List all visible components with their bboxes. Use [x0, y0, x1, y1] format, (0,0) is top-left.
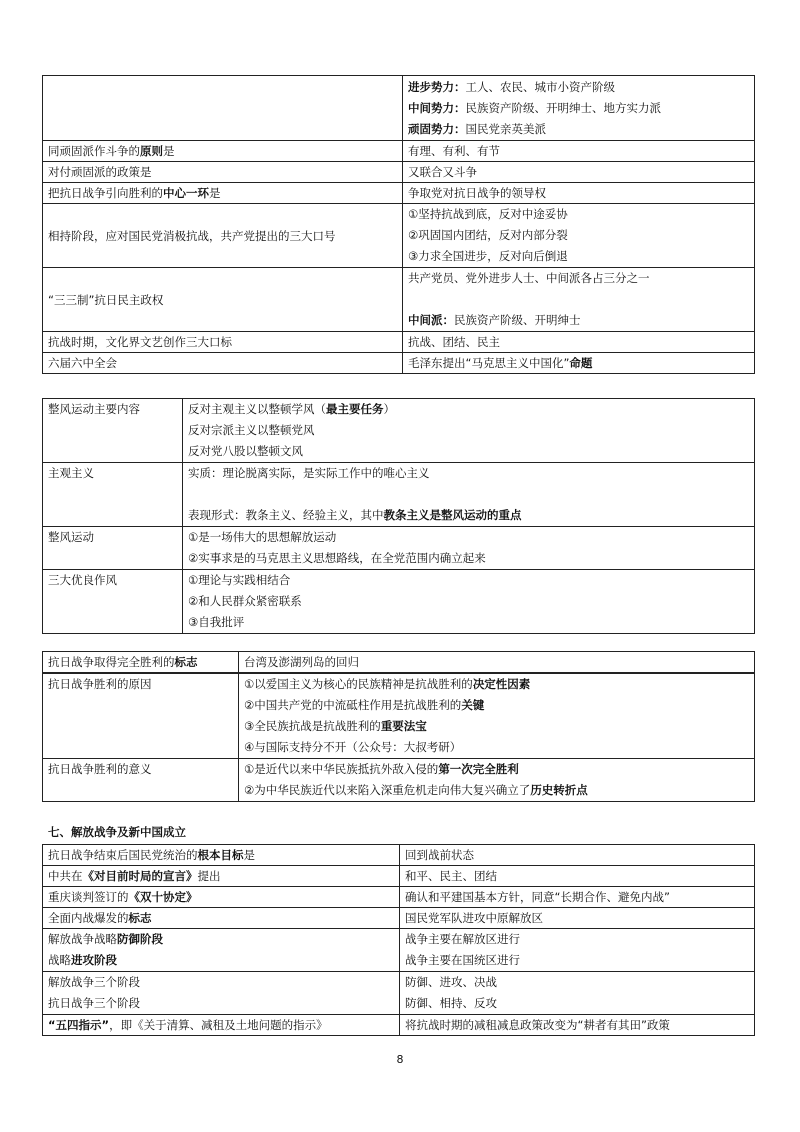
cell-line: 解放战争战略防御阶段 [48, 932, 163, 946]
cell-line [188, 484, 749, 505]
cell-line: 反对主观主义以整顿学风（最主要任务） [188, 402, 395, 416]
table-cell: 六届六中全会 [43, 353, 403, 374]
cell-line: 战争主要在解放区进行 [405, 932, 520, 946]
table-row [43, 463, 755, 527]
cell-line: 抗日战争三个阶段 [48, 996, 140, 1010]
table-cell: 抗日战争结束后国民党统治的根本目标是 [43, 845, 400, 866]
table-cell [43, 972, 400, 1015]
table-cell [43, 929, 400, 972]
cell-line: ②巩固国内团结，反对内部分裂 [408, 228, 568, 242]
table-cell [403, 268, 755, 332]
table-cell [183, 463, 755, 527]
table-liberation-war [42, 844, 755, 1036]
cell-line: ②为中华民族近代以来陷入深重危机走向伟大复兴确立了历史转折点 [244, 783, 588, 797]
table-cell: 抗战时期，文化界文艺创作三大口标 [43, 332, 403, 353]
table-cell [400, 972, 755, 1015]
cell-line: ①坚持抗战到底，反对中途妥协 [408, 207, 568, 221]
cell-line: ③力求全国进步，反对向后倒退 [408, 249, 568, 263]
table-cell: 又联合又斗争 [403, 162, 755, 183]
table-cell: 主观主义 [43, 463, 183, 527]
cell-line: ②中国共产党的中流砥柱作用是抗战胜利的关键 [244, 698, 485, 712]
table-victory-reasons [42, 673, 755, 802]
table-cell [239, 759, 755, 802]
table-row [43, 866, 755, 887]
table-row [43, 76, 755, 141]
table-cell: 台湾及澎湖列岛的回归 [239, 652, 755, 673]
table-row [43, 183, 755, 204]
cell-line: 反对宗派主义以整顿党风 [188, 423, 315, 437]
table-row [43, 674, 755, 759]
table-cell: 抗战、团结、民主 [403, 332, 755, 353]
table-row [43, 570, 755, 634]
table-cell: “五四指示”，即《关于清算、减租及土地问题的指示》 [43, 1015, 400, 1036]
cell-line: ③自我批评 [188, 615, 245, 629]
table-cell: 中共在《对目前时局的宣言》提出 [43, 866, 400, 887]
table-cell: 争取党对抗日战争的领导权 [403, 183, 755, 204]
table-cell: 全面内战爆发的标志 [43, 908, 400, 929]
table-anti-japanese-united-front [42, 75, 755, 374]
table-cell: 确认和平建国基本方针，同意“长期合作、避免内战” [400, 887, 755, 908]
cell-line: 反对党八股以整顿文风 [188, 444, 303, 458]
table-row [43, 1015, 755, 1036]
table-victory-of-resistance [42, 651, 755, 673]
table-cell: 将抗战时期的减租减息政策改变为“耕者有其田”政策 [400, 1015, 755, 1036]
table-cell [403, 76, 755, 141]
table-cell: 三大优良作风 [43, 570, 183, 634]
table-cell: “三三制”抗日民主政权 [43, 268, 403, 332]
table-row [43, 759, 755, 802]
table-cell: 把抗日战争引向胜利的中心一环是 [43, 183, 403, 204]
table-row [43, 204, 755, 268]
table-cell: 有理、有利、有节 [403, 141, 755, 162]
cell-line: ①理论与实践相结合 [188, 573, 291, 587]
table-cell: 整风运动 [43, 527, 183, 570]
cell-line: 战争主要在国统区进行 [405, 953, 520, 967]
table-row [43, 162, 755, 183]
table-row [43, 908, 755, 929]
table-cell [183, 527, 755, 570]
cell-line: ④与国际支持分不开（公众号：大叔考研） [244, 740, 462, 754]
table-cell: 对付顽固派的政策是 [43, 162, 403, 183]
table-row [43, 332, 755, 353]
table-cell [403, 204, 755, 268]
table-cell [183, 570, 755, 634]
table-cell: 同顽固派作斗争的原则是 [43, 141, 403, 162]
table-cell: 毛泽东提出“马克思主义中国化”命题 [403, 353, 755, 374]
table-cell [239, 674, 755, 759]
table-cell [400, 929, 755, 972]
table-cell: 抗日战争胜利的意义 [43, 759, 239, 802]
table-cell [183, 399, 755, 463]
cell-line [408, 289, 749, 310]
cell-line: 共产党员、党外进步人士、中间派各占三分之一 [408, 271, 650, 285]
table-row [43, 268, 755, 332]
cell-line: ①是一场伟大的思想解放运动 [188, 530, 337, 544]
table-cell: 回到战前状态 [400, 845, 755, 866]
cell-line: 中间派：民族资产阶级、开明绅士 [408, 313, 581, 327]
cell-line: 战略进攻阶段 [48, 953, 117, 967]
cell-line: ②实事求是的马克思主义思想路线，在全党范围内确立起来 [188, 551, 486, 565]
table-cell: 国民党军队进攻中原解放区 [400, 908, 755, 929]
table-row [43, 887, 755, 908]
table-cell [43, 76, 403, 141]
table-cell: 抗日战争取得完全胜利的标志 [43, 652, 239, 673]
cell-line: 实质：理论脱离实际，是实际工作中的唯心主义 [188, 466, 430, 480]
table-row [43, 929, 755, 972]
table-cell: 整风运动主要内容 [43, 399, 183, 463]
section-title: 七、解放战争及新中国成立 [48, 825, 186, 839]
table-cell: 重庆谈判签订的《双十协定》 [43, 887, 400, 908]
cell-line: ③全民族抗战是抗战胜利的重要法宝 [244, 719, 427, 733]
cell-line: ①是近代以来中华民族抵抗外敌入侵的第一次完全胜利 [244, 762, 519, 776]
cell-line: 防御、相持、反攻 [405, 996, 497, 1010]
table-row [43, 972, 755, 1015]
cell-line: 中间势力：民族资产阶级、开明绅士、地方实力派 [408, 100, 661, 115]
cell-line: 顽固势力：国民党亲英美派 [408, 121, 546, 136]
table-cell: 相持阶段，应对国民党消极抗战，共产党提出的三大口号 [43, 204, 403, 268]
page-number: 8 [396, 1053, 404, 1066]
table-row [43, 652, 755, 673]
table-cell: 和平、民主、团结 [400, 866, 755, 887]
cell-line: 防御、进攻、决战 [405, 975, 497, 989]
table-row [43, 845, 755, 866]
cell-line: ②和人民群众紧密联系 [188, 594, 302, 608]
table-row [43, 353, 755, 374]
cell-line: 进步势力：工人、农民、城市小资产阶级 [408, 79, 615, 94]
table-row [43, 141, 755, 162]
table-cell: 抗日战争胜利的原因 [43, 674, 239, 759]
table-row [43, 399, 755, 463]
cell-line: 表现形式：教条主义、经验主义，其中教条主义是整风运动的重点 [188, 508, 522, 522]
cell-line: ①以爱国主义为核心的民族精神是抗战胜利的决定性因素 [244, 677, 531, 691]
table-rectification-movement [42, 398, 755, 634]
table-row [43, 527, 755, 570]
cell-line: 解放战争三个阶段 [48, 975, 140, 989]
